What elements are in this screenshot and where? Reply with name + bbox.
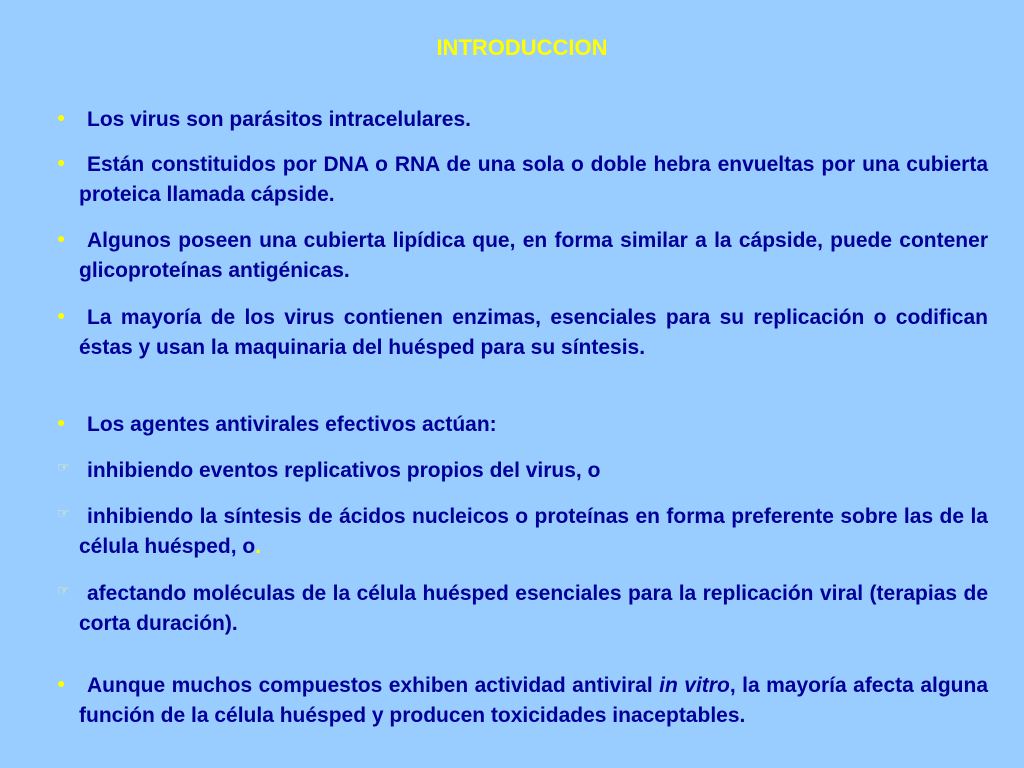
circle-bullet-icon: ●: [57, 414, 66, 430]
bullet-text: Los agentes antivirales efectivos actúan:: [87, 413, 497, 436]
slide-title: INTRODUCCION: [436, 35, 608, 60]
pointing-hand-icon: ☞: [57, 505, 70, 521]
sub-item-text: [79, 502, 988, 562]
bullet-text: Los virus son parásitos intracelulares.: [87, 108, 471, 131]
bullet-text: Están constituidos por DNA o RNA de una sola o doble hebra envueltas por una cubierta proteica llamada cápside.: [79, 153, 988, 206]
bullet-text: La mayoría de los virus contienen enzimas, esenciales para su replicación o codifican éstas y usan la maquinaria del huésped para su síntesis.: [79, 306, 988, 359]
circle-bullet-icon: ●: [57, 154, 66, 170]
pointing-hand-icon: ☞: [57, 582, 70, 598]
bullet-text-before: Aunque muchos compuestos exhiben actividad antiviral: [87, 674, 660, 697]
sub-item-trailing: .: [255, 535, 262, 558]
pointing-hand-icon: ☞: [57, 459, 70, 475]
sub-item-text-main: inhibiendo la síntesis de ácidos nucleicos o proteínas en forma preferente sobre las de la célula huésped, o: [79, 505, 988, 558]
bullet-text-italic: in vitro: [659, 674, 730, 697]
circle-bullet-icon: ●: [57, 675, 66, 691]
sub-item-text: inhibiendo eventos replicativos propios del virus, o: [87, 459, 601, 482]
bullet-text: [79, 671, 988, 731]
circle-bullet-icon: ●: [57, 109, 66, 125]
bullet-text-after: , la mayoría afecta alguna función de la célula huésped y producen toxicidades inaceptables.: [79, 674, 988, 727]
bullet-text: Algunos poseen una cubierta lipídica que, en forma similar a la cápside, puede contener glicoproteínas antigénicas.: [79, 229, 988, 282]
circle-bullet-icon: ●: [57, 307, 66, 323]
circle-bullet-icon: ●: [57, 230, 66, 246]
sub-item-text: afectando moléculas de la célula huésped esenciales para la replicación viral (terapias de corta duración).: [79, 582, 988, 635]
